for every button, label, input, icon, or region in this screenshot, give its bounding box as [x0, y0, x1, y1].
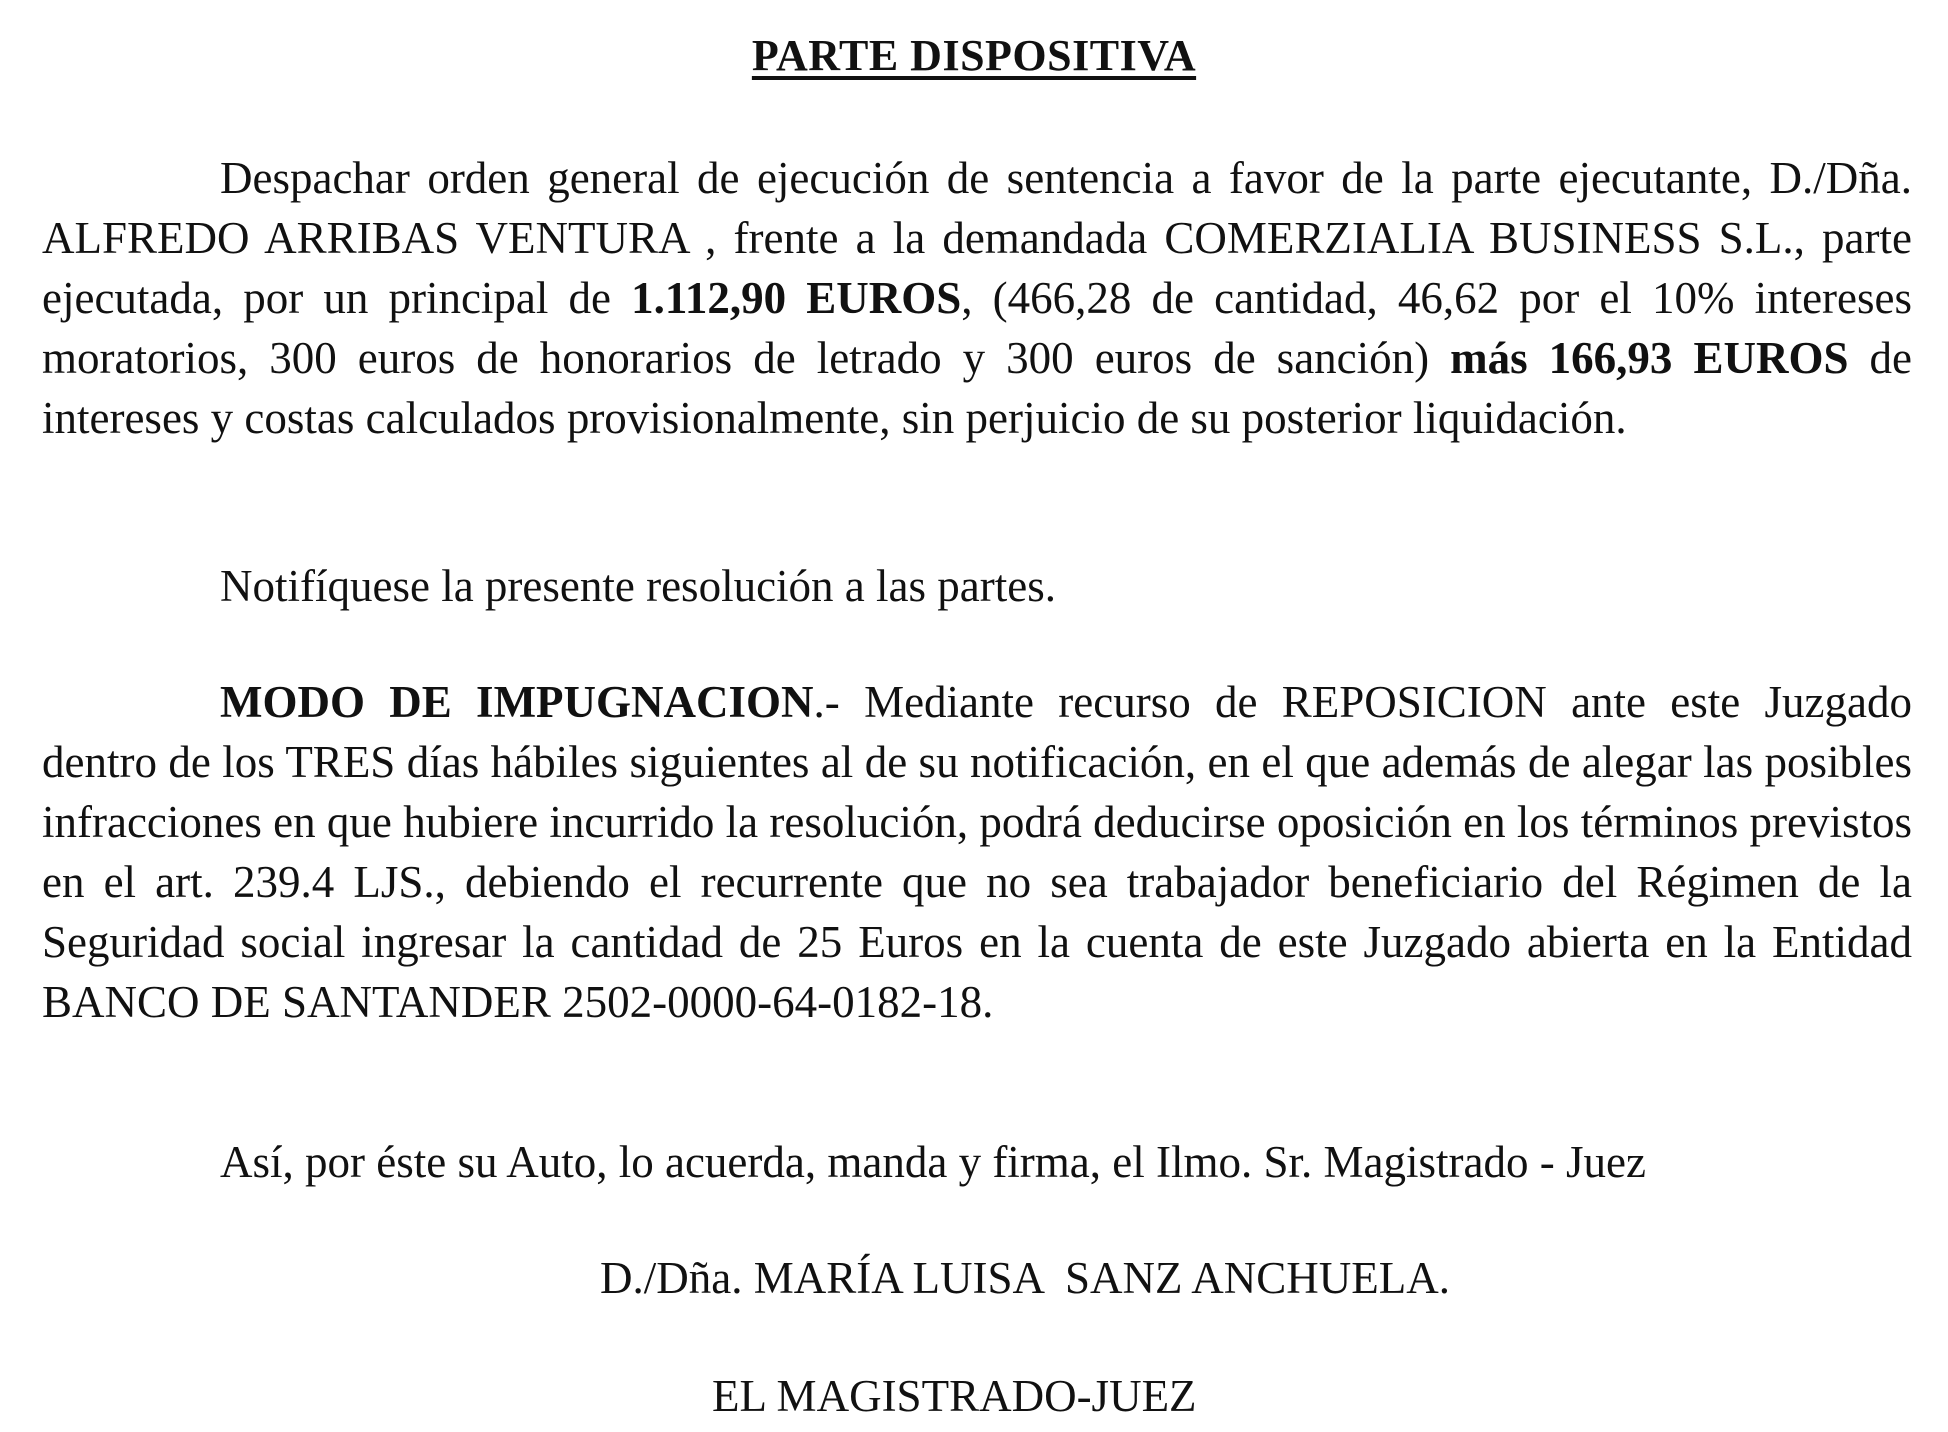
signer-role: EL MAGISTRADO-JUEZ	[712, 1371, 1197, 1421]
p1-text-3: de intereses y costas calculados provisionalmente, sin perjuicio de su posterior liquidación.	[42, 333, 1912, 443]
p1-text-1: Despachar orden general de ejecución de sentencia a favor de la parte ejecutante, D./Dña. ALFREDO ARRIBAS VENTURA , frente a la demandada COMERZIALIA BUSINESS S.L., parte ejecutada, por un principal de	[42, 153, 1912, 323]
document-title: PARTE DISPOSITIVA	[751, 31, 1197, 80]
paragraph-dispositive	[42, 148, 1912, 448]
interest-amount: más 166,93 EUROS	[1450, 333, 1849, 383]
signer-name: D./Dña. MARÍA LUISA SANZ ANCHUELA.	[600, 1253, 1451, 1303]
paragraph-impugnation	[42, 672, 1912, 1032]
paragraph-closing: Así, por éste su Auto, lo acuerda, manda y firma, el Ilmo. Sr. Magistrado - Juez	[220, 1137, 1646, 1187]
p1-text-2: , (466,28 de cantidad, 46,62 por el 10% intereses moratorios, 300 euros de honorarios de letrado y 300 euros de sanción)	[42, 273, 1912, 383]
p3-text: .- Mediante recurso de REPOSICION ante este Juzgado dentro de los TRES días hábiles siguientes al de su notificación, en el que además de alegar las posibles infracciones en que hubiere incurrido la resolución, podrá deducirse oposición en los términos previstos en el art. 239.4 LJS., debiendo el recurrente que no sea trabajador beneficiario del Régimen de la Seguridad social ingresar la cantidad de 25 Euros en la cuenta de este Juzgado abierta en la Entidad BANCO DE SANTANDER 2502-0000-64-0182-18.	[42, 677, 1913, 1027]
impugnation-heading: MODO DE IMPUGNACION	[220, 677, 814, 727]
principal-amount: 1.112,90 EUROS	[631, 273, 962, 323]
paragraph-notification: Notifíquese la presente resolución a las partes.	[220, 561, 1056, 611]
